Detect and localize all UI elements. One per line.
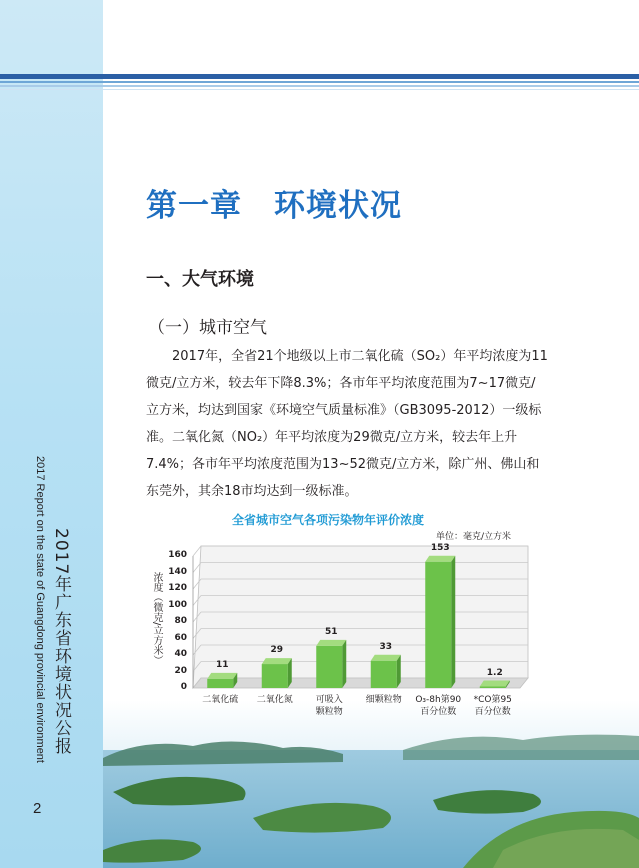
bar-top xyxy=(371,655,401,661)
chart-y-axis-label: 浓度（微克/立方米） xyxy=(151,572,162,666)
paragraph-no2: 二氧化氮（NO₂）年平均浓度为29微克/立方米，较去年上升7.4%；各市年平均浓度范围为13~52微克/立方米，除广州、佛山和东莞外，其余18市均达到一级标准。 xyxy=(146,430,540,499)
bar-value-label: 29 xyxy=(270,645,284,656)
sidebar-title: 2017年广东省环境状况公报 xyxy=(51,528,71,756)
bar-top xyxy=(480,681,510,687)
x-category-label: 二氧化硫 xyxy=(202,695,239,705)
x-category-label: O₃-8h第90 百分位数 xyxy=(415,695,462,717)
chart-floor xyxy=(193,678,528,688)
y-tick-label: 0 xyxy=(180,682,187,692)
subsection-title: （一）城市空气 xyxy=(148,318,267,338)
y-tick-label: 120 xyxy=(168,583,187,593)
x-category-label: 二氧化氮 xyxy=(256,695,293,705)
bar-top xyxy=(316,640,346,646)
bar-top xyxy=(207,673,237,679)
bar-value-label: 33 xyxy=(379,641,393,652)
y-tick-label: 100 xyxy=(168,599,187,610)
chapter-title: 第一章 环境状况 xyxy=(146,188,402,224)
bar xyxy=(316,646,342,688)
bar-top xyxy=(425,556,455,562)
y-tick-label: 160 xyxy=(168,550,187,560)
section-title: 一、大气环境 xyxy=(146,269,254,290)
bar-value-label: 51 xyxy=(324,626,338,637)
sidebar-subtitle: 2017 Report on the state of Guangdong provincial environment xyxy=(34,456,46,763)
y-tick-label: 20 xyxy=(174,665,187,676)
bar xyxy=(207,679,233,688)
y-tick-label: 140 xyxy=(168,566,187,577)
bar-value-label: 11 xyxy=(215,659,229,670)
chart-unit-label: 单位：毫克/立方米 xyxy=(436,532,512,542)
x-category-label: 细颗粒物 xyxy=(365,695,402,705)
bar-value-label: 153 xyxy=(430,542,450,553)
bar-top xyxy=(262,658,292,664)
paragraph-so2: 2017年，全省21个地级以上市二氧化硫（SO₂）年平均浓度为11微克/立方米，较去年下降8.3%；各市年平均浓度范围为7~17微克/立方米，均达到国家《环境空气质量标准》（GB3095-2012）一级标准。 xyxy=(146,349,548,445)
gridline-side xyxy=(193,546,201,556)
bar xyxy=(371,661,397,688)
bar-side xyxy=(342,640,346,688)
bar-value-label: 1.2 xyxy=(486,667,503,678)
bar xyxy=(425,562,451,688)
x-category-label: 可吸入 颗粒物 xyxy=(315,695,343,717)
bar xyxy=(480,687,506,689)
bar xyxy=(262,664,288,688)
bar-side xyxy=(451,556,455,688)
page-number: 2 xyxy=(33,800,42,817)
y-tick-label: 80 xyxy=(174,616,187,626)
y-tick-label: 40 xyxy=(174,649,187,659)
y-tick-label: 60 xyxy=(174,632,187,643)
x-category-label: *CO第95 百分位数 xyxy=(473,695,512,717)
chart-title: 全省城市空气各项污染物年评价浓度 xyxy=(231,513,424,527)
